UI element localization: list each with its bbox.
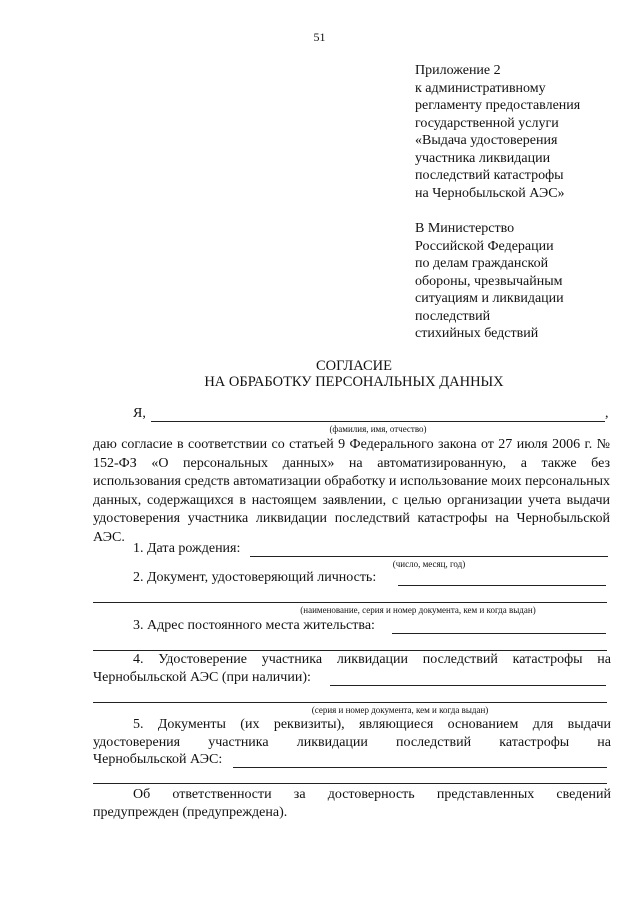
certificate-label-line1: 4. Удостоверение участника ликвидации последствий катастрофы на	[133, 652, 611, 667]
appendix-line: государственной услуги	[415, 115, 559, 131]
trailing-comma: ,	[605, 406, 609, 421]
address-label: 3. Адрес постоянного места жительства:	[133, 618, 375, 633]
appendix-line: на Чернобыльской АЭС»	[415, 185, 565, 201]
recipient-block	[415, 220, 635, 343]
appendix-line: участника ликвидации	[415, 150, 551, 166]
birth-date-field[interactable]	[250, 556, 608, 557]
certificate-field[interactable]	[330, 685, 606, 686]
documents-label-line1: 5. Документы (их реквизиты), являющиеся основанием для выдачи	[133, 717, 611, 732]
recipient-line: В Министерство	[415, 221, 515, 236]
certificate-label-line2: Чернобыльской АЭС (при наличии):	[93, 670, 311, 685]
full-name-caption: (фамилия, имя, отчество)	[329, 424, 427, 434]
i-label: Я,	[133, 406, 146, 421]
appendix-line: «Выдача удостоверения	[415, 133, 558, 148]
recipient-line: Российской Федерации	[415, 238, 554, 254]
certificate-field-line2[interactable]	[93, 702, 607, 703]
recipient-line: ситуациям и ликвидации	[415, 291, 564, 306]
documents-label-line2: удостоверения участника ликвидации последствий катастрофы на	[93, 735, 611, 750]
id-document-field-line2[interactable]	[93, 602, 607, 603]
document-title-line1: СОГЛАСИЕ	[315, 358, 393, 374]
document-title-line2: НА ОБРАБОТКУ ПЕРСОНАЛЬНЫХ ДАННЫХ	[204, 374, 504, 390]
full-name-field[interactable]	[151, 421, 605, 422]
page-number: 51	[313, 30, 326, 44]
recipient-line: по делам гражданской	[415, 256, 549, 271]
appendix-line: Приложение 2	[415, 63, 501, 78]
id-document-field[interactable]	[398, 585, 606, 586]
birth-date-label: 1. Дата рождения:	[133, 541, 241, 556]
responsibility-line1: Об ответственности за достоверность представленных сведений	[133, 787, 611, 802]
id-document-caption: (наименование, серия и номер документа, кем и когда выдан)	[300, 605, 536, 615]
appendix-line: последствий катастрофы	[415, 168, 564, 183]
recipient-line: стихийных бедствий	[415, 326, 539, 341]
documents-field[interactable]	[233, 767, 607, 768]
address-field-line2[interactable]	[93, 650, 607, 651]
appendix-line: регламенту предоставления	[415, 98, 581, 113]
recipient-line: последствий	[415, 308, 491, 324]
birth-date-caption: (число, месяц, год)	[392, 559, 466, 569]
documents-field-line2[interactable]	[93, 783, 607, 784]
address-field[interactable]	[392, 633, 606, 634]
certificate-caption: (серия и номер документа, кем и когда выдан)	[311, 705, 489, 715]
appendix-block	[415, 62, 635, 202]
consent-paragraph: даю согласие в соответствии со статьей 9 Федерального закона от 27 июля 2006 г. № 152-ФЗ «О персональных данных» на автоматизированную, а также без использования средств автоматизации обработку и использование моих персональных данных, содержащихся в настоящем заявлении, с целью организации учета выдачи удостоверения участника ликвидации последствий катастрофы на Чернобыльской АЭС.	[93, 437, 610, 545]
appendix-line: к административному	[415, 80, 546, 96]
id-document-label: 2. Документ, удостоверяющий личность:	[133, 570, 377, 585]
recipient-line: обороны, чрезвычайным	[415, 273, 563, 289]
documents-label-line3: Чернобыльской АЭС:	[93, 752, 223, 767]
responsibility-line2: предупрежден (предупреждена).	[93, 805, 288, 820]
